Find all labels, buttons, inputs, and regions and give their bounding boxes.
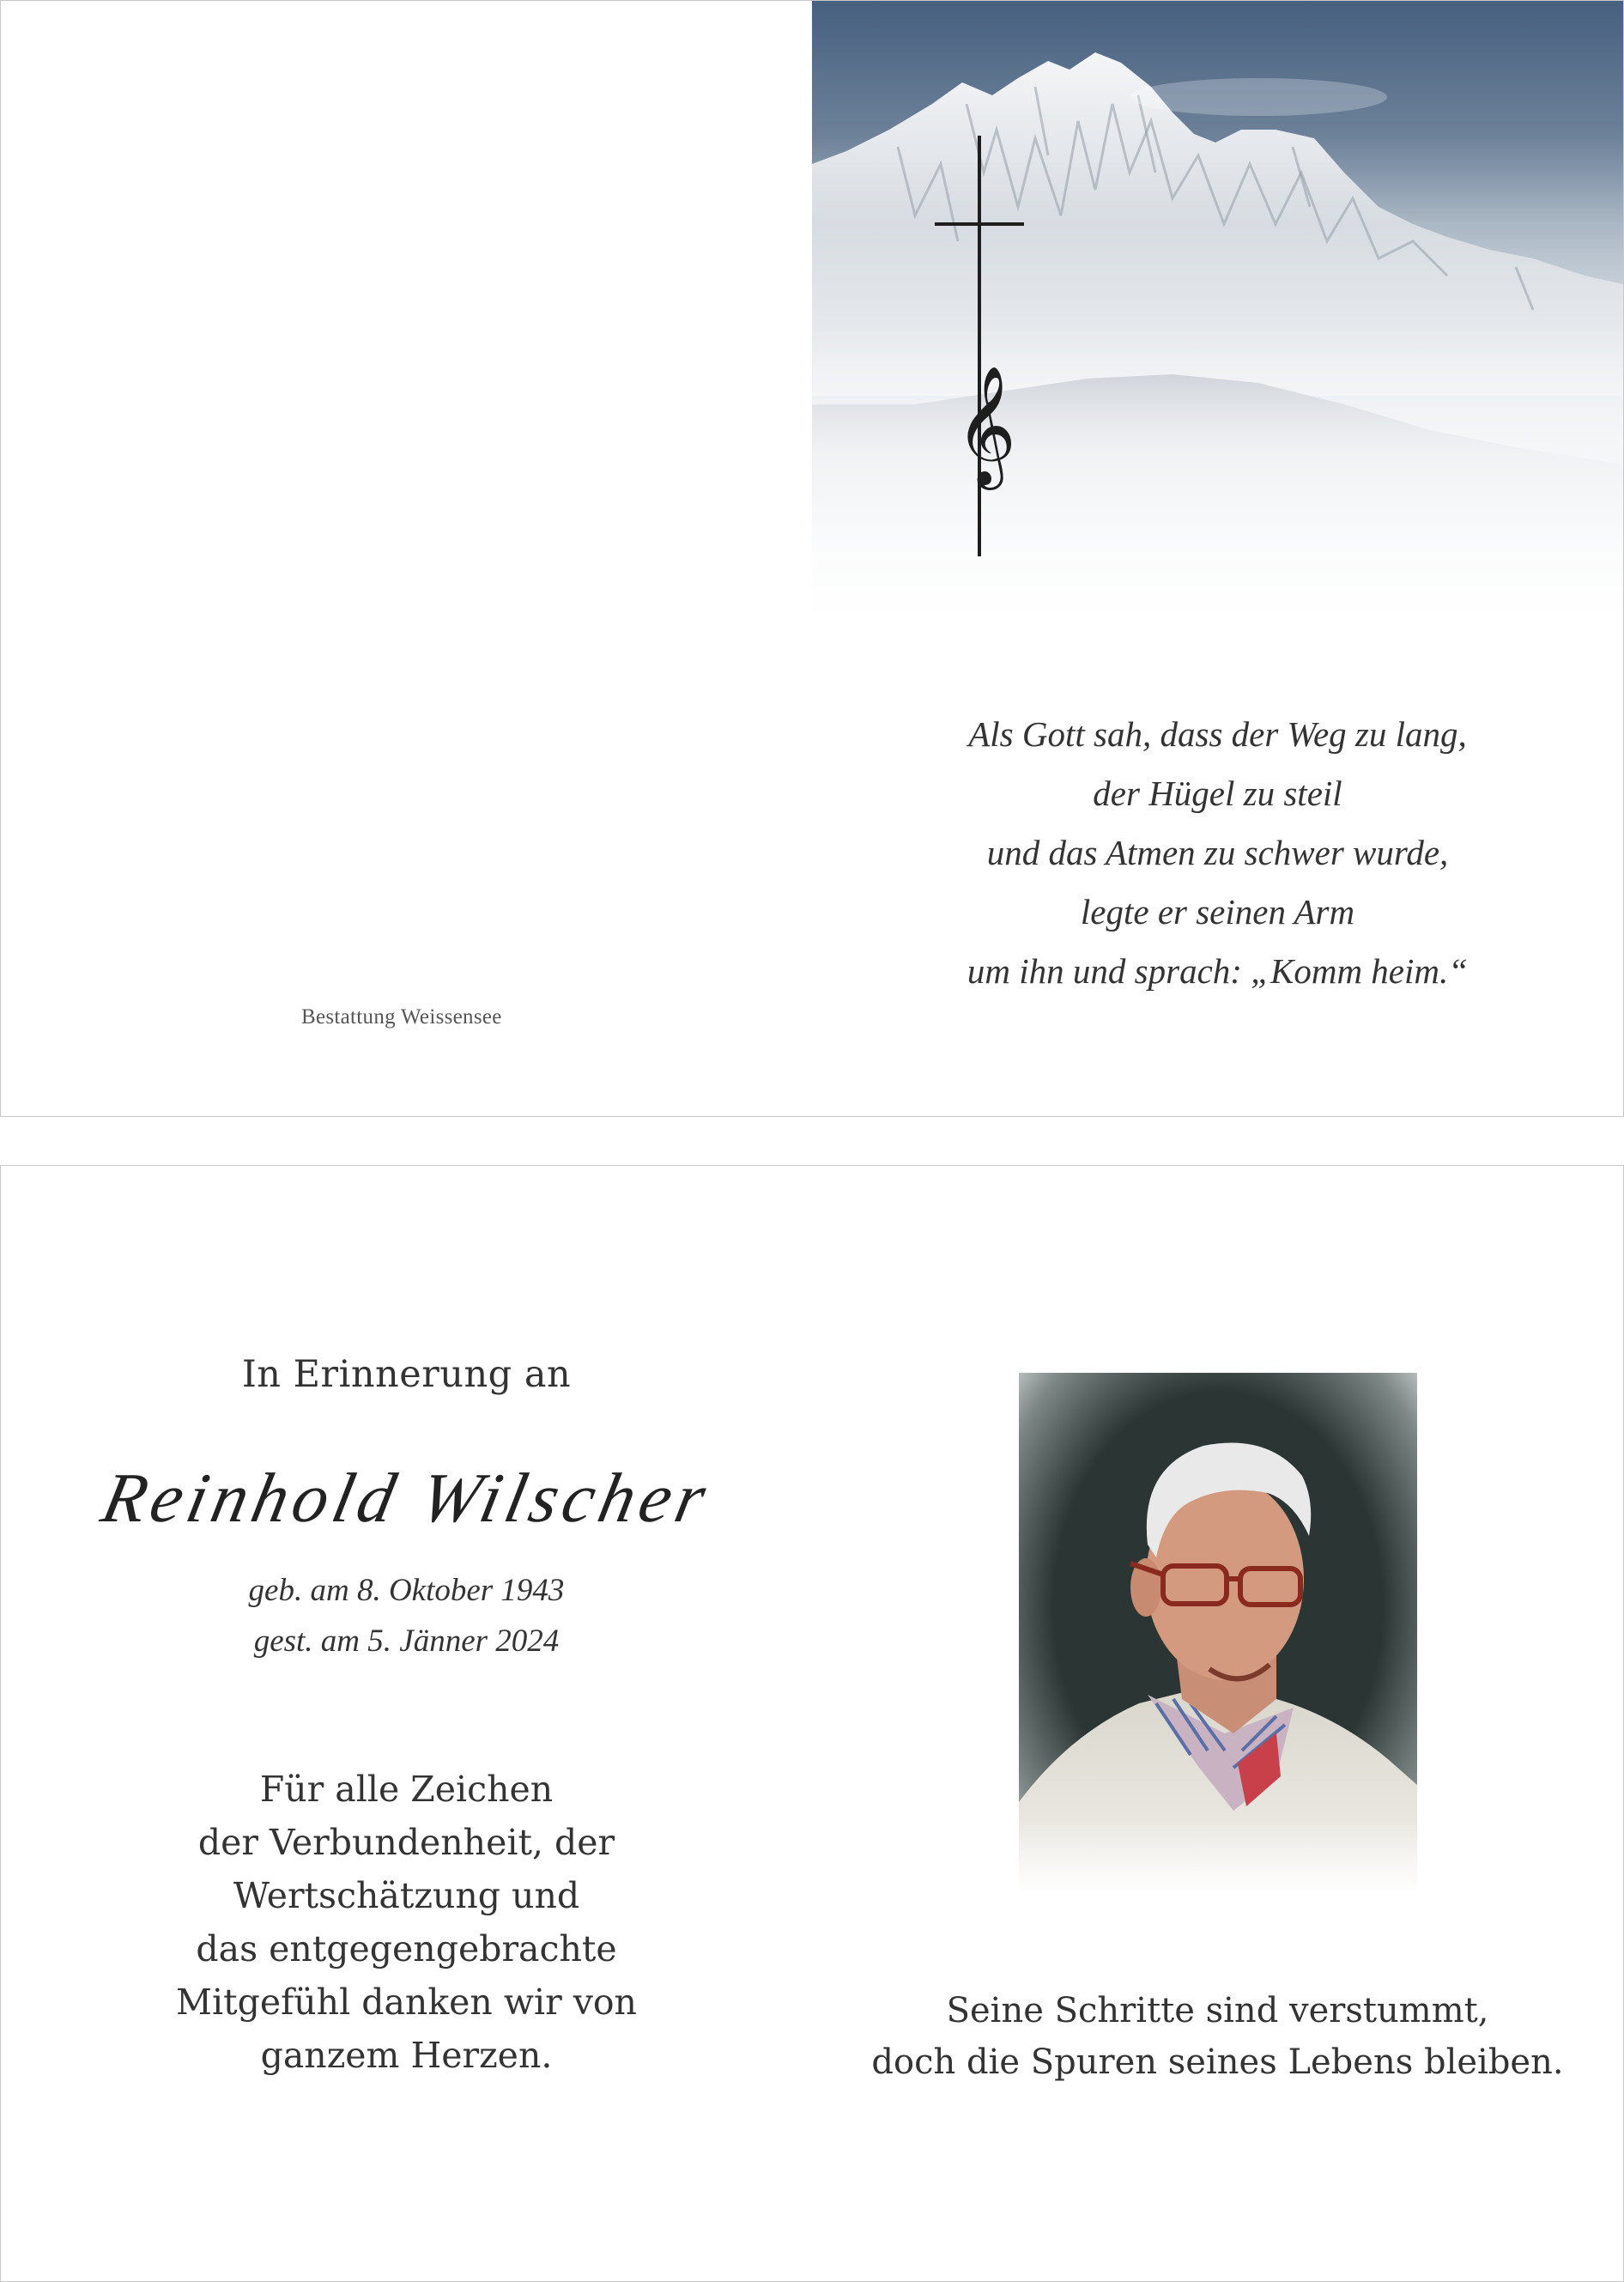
thanks-line: Für alle Zeichen bbox=[259, 1769, 554, 1810]
poem bbox=[812, 705, 1623, 1001]
thanks-line: das entgegengebrachte bbox=[196, 1928, 617, 1969]
mountain-image bbox=[812, 1, 1623, 619]
deceased-name: Reinhold Wilscher bbox=[95, 1459, 718, 1537]
poem-line: legte er seinen Arm bbox=[1080, 892, 1355, 932]
death-date: gest. am 5. Jänner 2024 bbox=[253, 1623, 560, 1659]
quote-line: Seine Schritte sind verstummt, bbox=[946, 1991, 1489, 2030]
life-dates bbox=[1, 1565, 812, 1666]
memory-heading: In Erinnerung an bbox=[241, 1353, 572, 1396]
thanks-text bbox=[1, 1763, 812, 2082]
birth-date: geb. am 8. Oktober 1943 bbox=[248, 1573, 565, 1608]
poem-line: der Hügel zu steil bbox=[1093, 774, 1342, 813]
poem-line: Als Gott sah, dass der Weg zu lang, bbox=[968, 714, 1467, 754]
funeral-home-name: Bestattung Weissensee bbox=[301, 1005, 502, 1029]
svg-text:𝄞: 𝄞 bbox=[955, 366, 1016, 485]
thanks-line: ganzem Herzen. bbox=[260, 2035, 553, 2076]
quote-line: doch die Spuren seines Lebens bleiben. bbox=[871, 2042, 1564, 2082]
poem-line: um ihn und sprach: „Komm heim.“ bbox=[967, 951, 1469, 991]
thanks-line: der Verbundenheit, der bbox=[197, 1822, 615, 1863]
closing-quote bbox=[812, 1985, 1623, 2088]
poem-line: und das Atmen zu schwer wurde, bbox=[986, 833, 1449, 872]
thanks-line: Wertschätzung und bbox=[233, 1875, 580, 1916]
card-front-back bbox=[0, 0, 1624, 1117]
thanks-line: Mitgefühl danken wir von bbox=[176, 1982, 637, 2023]
card-inside bbox=[0, 1165, 1624, 2282]
treble-clef-icon bbox=[955, 366, 1016, 490]
portrait-photo bbox=[1019, 1373, 1417, 1891]
